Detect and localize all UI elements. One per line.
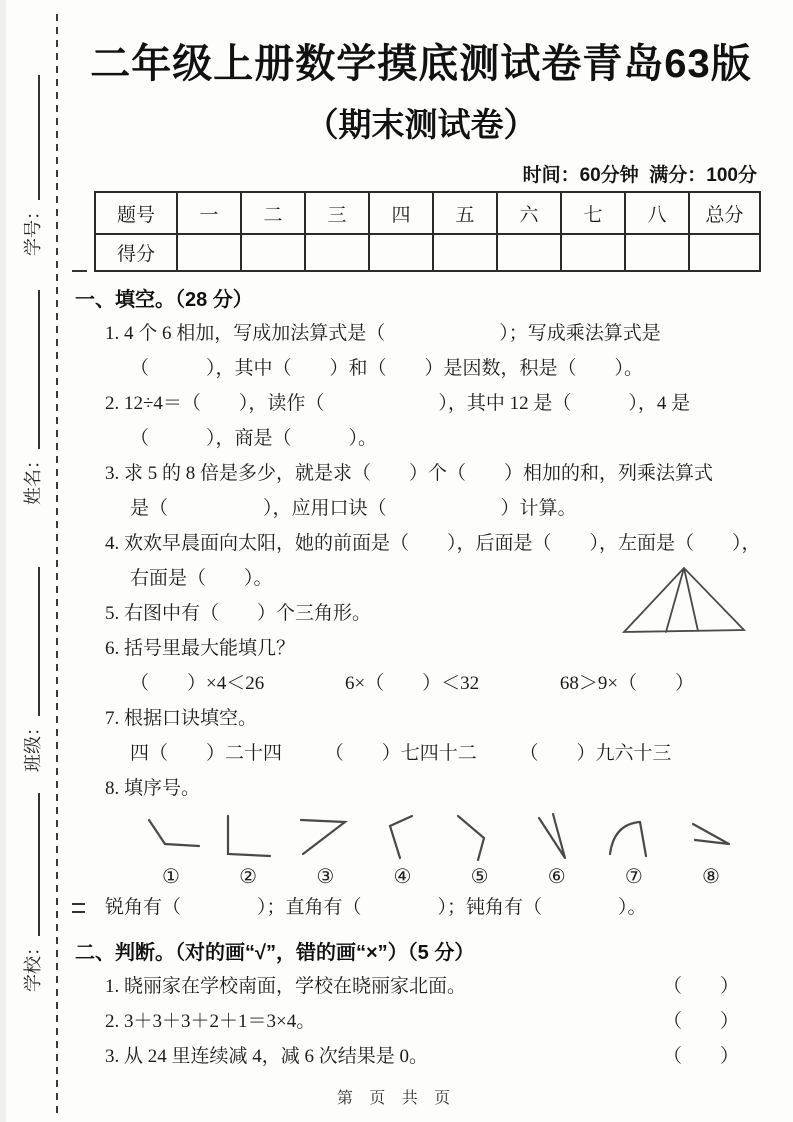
angle-figure-cell: [366, 812, 438, 890]
score-empty-cell: [497, 234, 561, 271]
class-field: [18, 567, 46, 772]
section1-heading: 一、填空。（28 分）: [75, 289, 253, 311]
cut-line-dashed: [56, 14, 58, 1114]
score-table-cell: 二: [241, 192, 305, 234]
question-6-line-2: （ ）×4＜26 6×（ ）＜32 68＞9×（ ）: [130, 673, 695, 694]
angle-figure-cell: [675, 812, 747, 890]
question-5-line-1: 5. 右图中有（ ）个三角形。: [105, 603, 372, 624]
score-empty-cell: [561, 234, 625, 271]
score-table-cell: 五: [433, 192, 497, 234]
figure-label-4: ④: [393, 866, 412, 888]
student-id-field: [18, 75, 46, 256]
score-empty-cell: [625, 234, 689, 271]
score-empty-cell: [689, 234, 760, 271]
judge-item-3-bracket: （ ）: [662, 1046, 739, 1067]
main-content: [75, 0, 767, 1074]
student-name-field: [18, 290, 46, 505]
class-blank-line: [24, 567, 41, 716]
triangle-figure: [618, 562, 750, 638]
question-7-line-1: 7. 根据口诀填空。: [105, 708, 258, 729]
angle-figure-cell: [521, 812, 593, 890]
score-table-cell: 题号: [95, 192, 177, 234]
narrow-acute-angle-figure-6: [521, 812, 593, 862]
score-table-cell: 六: [497, 192, 561, 234]
angle-figure-cell: [135, 812, 207, 890]
score-table: [94, 191, 761, 272]
question-4-line-2: 右面是（ ）。: [130, 568, 273, 589]
score-empty-cell: [241, 234, 305, 271]
paper-subtitle: （期末测试卷）: [305, 106, 537, 143]
question-7-line-2: 四（ ）二十四 （ ）七四十二 （ ）九六十三: [130, 743, 672, 764]
score-empty-cell: [433, 234, 497, 271]
score-table-cell: 四: [369, 192, 433, 234]
student-name-label: 姓名：: [23, 451, 43, 505]
obtuse-angle-figure-5: [444, 812, 516, 862]
judge-item-1-bracket: （ ）: [662, 976, 739, 997]
question-2-line-2: （ ），商是（ ）。: [130, 428, 378, 449]
time-score-info: 时间：60分钟 满分：100分: [522, 165, 757, 186]
score-empty-cell: [177, 234, 241, 271]
question-3-line-1: 3. 求 5 的 8 倍是多少，就是求（ ）个（ ）相加的和，列乘法算式: [105, 463, 714, 484]
acute-angle-figure-3: [289, 812, 361, 862]
angle-figures-row: [135, 812, 747, 890]
judge-item-2: [75, 1004, 767, 1039]
right-angle-figure-2: [212, 812, 284, 862]
figure-label-8: ⑧: [702, 866, 720, 888]
question-6-line-1: 6. 括号里最大能填几？: [105, 638, 296, 659]
question-1-line-2: （ ），其中（ ）和（ ）是因数，积是（ ）。: [130, 358, 644, 379]
question-8-answer-line: 锐角有（ ）；直角有（ ）；钝角有（ ）。: [105, 897, 647, 918]
angle-figure-cell: [289, 812, 361, 890]
judge-item-3-text: 3. 从 24 里连续减 4，减 6 次结果是 0。: [105, 1046, 429, 1067]
school-blank-line: [24, 793, 41, 936]
student-name-blank-line: [24, 290, 41, 449]
angle-figure-cell: [212, 812, 284, 890]
small-acute-angle-figure-8: [675, 812, 747, 862]
student-id-label: 学号：: [23, 202, 43, 256]
score-table-cell: 八: [625, 192, 689, 234]
question-2-line-1: 2. 12÷4＝（ ），读作（ ），其中 12 是（ ），4 是: [105, 393, 691, 414]
judge-item-3: [75, 1039, 767, 1074]
score-table-cell: 总分: [689, 192, 760, 234]
obtuse-angle-figure-1: [135, 812, 207, 862]
score-table-header-row: [95, 192, 760, 234]
judge-item-1-text: 1. 晓丽家在学校南面，学校在晓丽家北面。: [105, 976, 467, 997]
question-4-line-1: 4. 欢欢早晨面向太阳，她的前面是（ ），后面是（ ），左面是（ ），: [105, 533, 761, 554]
figure-label-1: ①: [162, 866, 180, 888]
score-table-cell: 三: [305, 192, 369, 234]
judge-item-1: [75, 969, 767, 1004]
score-label-cell: 得分: [95, 234, 177, 271]
judge-item-2-bracket: （ ）: [662, 1011, 739, 1032]
question-1-line-1: 1. 4 个 6 相加，写成加法算式是（ ）；写成乘法算式是: [105, 323, 661, 344]
school-field: [18, 793, 46, 992]
angle-figure-cell: [598, 812, 670, 890]
class-label: 班级：: [23, 718, 43, 772]
score-table-score-row: [95, 234, 760, 271]
section2-heading: 二、判断。（对的画“√”，错的画“×”）（5 分）: [75, 942, 475, 964]
score-table-cell: 一: [177, 192, 241, 234]
school-label: 学校：: [23, 938, 43, 992]
acute-angle-figure-4: [366, 812, 438, 862]
student-id-blank-line: [24, 75, 41, 200]
angle-figure-cell: [444, 812, 516, 890]
score-table-cell: 七: [561, 192, 625, 234]
figure-label-3: ③: [316, 866, 335, 888]
figure-label-2: ②: [239, 866, 258, 888]
paper-title: 二年级上册数学摸底测试卷青岛63版: [90, 42, 752, 86]
curved-angle-figure-7: [598, 812, 670, 862]
question-8-line-1: 8. 填序号。: [105, 778, 201, 799]
page-footer: 第 页 共 页: [336, 1090, 457, 1107]
scan-edge: [0, 0, 6, 1122]
judge-item-2-text: 2. 3＋3＋3＋2＋1＝3×4。: [105, 1011, 316, 1032]
score-empty-cell: [305, 234, 369, 271]
figure-label-6: ⑥: [547, 866, 566, 888]
figure-label-7: ⑦: [624, 866, 643, 888]
score-empty-cell: [369, 234, 433, 271]
question-3-line-2: 是（ ），应用口诀（ ）计算。: [130, 498, 577, 519]
figure-label-5: ⑤: [470, 866, 489, 888]
